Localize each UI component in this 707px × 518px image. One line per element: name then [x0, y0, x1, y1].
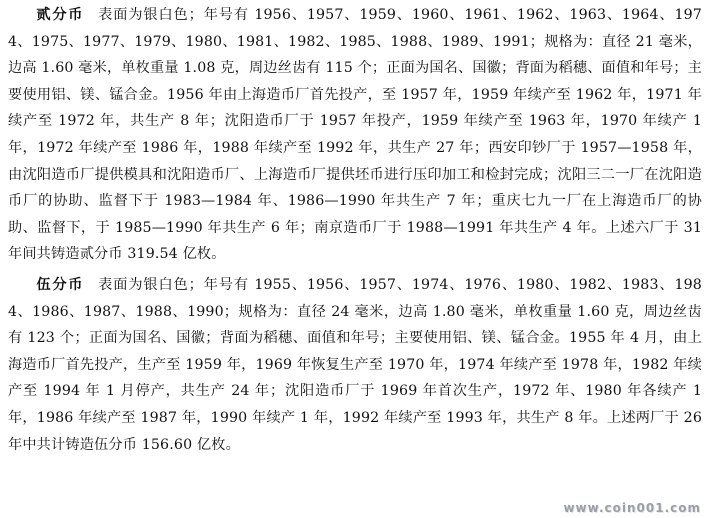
site-watermark: www.coin001.com — [563, 501, 701, 515]
section-body: 表面为银白色；年号有 1955、1956、1957、1974、1976、1980、1982、1983、1984、1986、1987、1988、1990；规格为：直径 24 毫米，边高 1.80 毫米，单枚重量 1.60 克，周边丝齿有 123 个；正面为国名、国徽；背面为稻穗、面值和年号；主要使用铝、镁、锰合金。1955 年 4 月，由上海造币厂首先投产，生产至 1959 年，1969 年恢复生产至 1970 年，1974 年续产至 1978 年，1982 年续产至 1994 年 1 月停产，共生产 24 年；沈阳造币厂于 1969 年首次生产，1972 年、1980 年各续产 1 年，1986 年续产至 1987 年，1990 年续产 1 年，1992 年续产至 1993 年，共生产 8 年。上述两厂于 26 年中共计铸造伍分币 156.60 亿枚。 — [8, 276, 702, 453]
document-page — [8, 2, 702, 458]
section-heading: 伍分币 — [36, 276, 85, 293]
section-two-fen — [8, 2, 702, 268]
section-five-fen — [8, 272, 702, 458]
section-heading: 贰分币 — [36, 7, 85, 23]
section-body: 表面为银白色；年号有 1956、1957、1959、1960、1961、1962、1963、1964、1974、1975、1977、1979、1980、1981、1982、1985、1988、1989、1991；规格为：直径 21 毫米，边高 1.60 毫米，单枚重量 1.08 克，周边丝齿有 115 个；正面为国名、国徽；背面为稻穗、面值和年号；主要使用铝、镁、锰合金。1956 年由上海造币厂首先投产，至 1957 年，1959 年续产至 1962 年，1971 年续产至 1972 年，共生产 8 年；沈阳造币厂于 1957 年投产，1959 年续产至 1963 年，1970 年续产 1 年，1972 年续产至 1986 年，1988 年续产至 1992 年，共生产 27 年；西安印钞厂于 1957—1958 年，由沈阳造币厂提供模具和沈阳造币厂、上海造币厂提供坯币进行压印加工和检封完成；沈阳三二一厂在沈阳造币厂的协助、监督下于 1983—1984 年、1986—1990 年共生产 7 年；重庆七九一厂在上海造币厂的协助、监督下，于 1985—1990 年共生产 6 年；南京造币厂于 1988—1991 年共生产 4 年。上述六厂于 31 年间共铸造贰分币 319.54 亿枚。 — [8, 7, 702, 263]
